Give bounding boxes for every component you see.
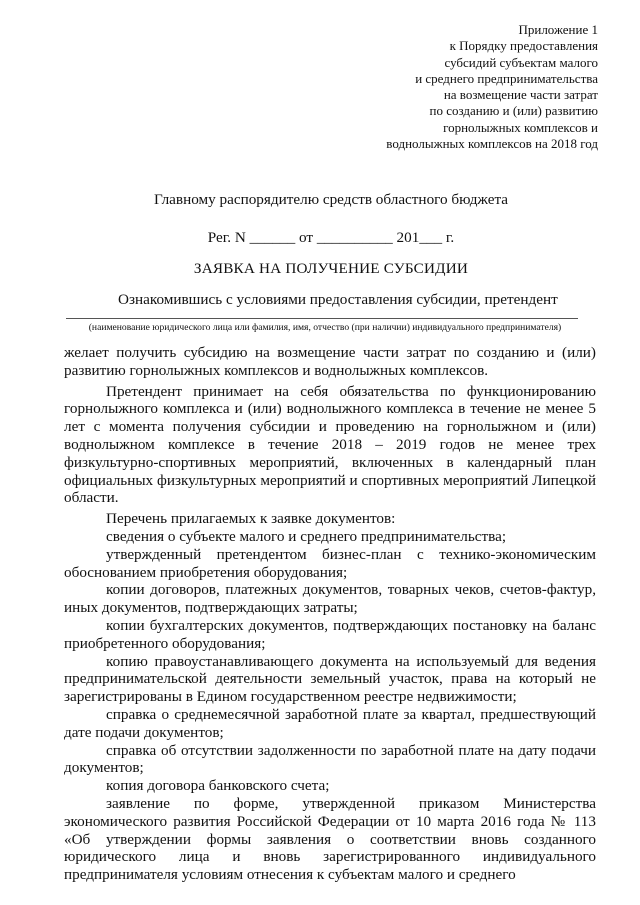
list-item: копии договоров, платежных документов, товарных чеков, счетов-фактур, иных документов, подтверждающих затраты; (64, 581, 596, 617)
annex-line: и среднего предпринимательства (415, 70, 598, 86)
list-item: копии бухгалтерских документов, подтверждающих постановку на баланс приобретенного оборудования; (64, 616, 596, 652)
list-item: копия договора банковского счета; (106, 777, 330, 795)
applicant-name-field (66, 318, 578, 319)
document-title: ЗАЯВКА НА ПОЛУЧЕНИЕ СУБСИДИИ (193, 260, 469, 277)
annex-line: на возмещение части затрат (443, 87, 598, 103)
registration-line: Рег. N ______ от __________ 201___ г. (207, 229, 455, 246)
annex-line: горнолыжных комплексов и (443, 119, 598, 135)
annex-line: к Порядку предоставления (449, 38, 598, 54)
list-item: сведения о субъекте малого и среднего предпринимательства; (106, 527, 507, 545)
annex-line: по созданию и (или) развитию (429, 103, 598, 119)
list-item: утвержденный претендентом бизнес-план с технико-экономическим обоснованием приобретения оборудования; (64, 545, 596, 581)
annex-line: Приложение 1 (518, 22, 598, 37)
list-item: заявление по форме, утвержденной приказом Министерства экономического развития Российской Федерации от 10 марта 2016 года № 113 «Об утверждении формы заявления о соответствии вновь созданного юридического лица и вновь зарегистрированного индивидуального предпринимателя условиям отнесения к субъектам малого и среднего (64, 794, 596, 884)
applicant-name-hint: (наименование юридического лица или фамилия, имя, отчество (при наличии) индивидуального предпринимателя) (88, 322, 562, 333)
body-paragraph: Претендент принимает на себя обязательства по функционированию горнолыжного комплекса и (или) воднолыжного комплекса в течение не менее 5 лет с момента получения субсидии и проведению на горнолыжном и (или) воднолыжном комплексе в течение 2018 – 2019 годов не менее трех физкультурно-спортивных мероприятий, включенных в календарный план официальных физкультурных мероприятий и спортивных мероприятий Липецкой области. (64, 382, 596, 507)
annex-line: субсидий субъектам малого (444, 54, 598, 70)
intro-line: Ознакомившись с условиями предоставления субсидии, претендент (118, 291, 558, 308)
body-paragraph: Перечень прилагаемых к заявке документов: (106, 510, 396, 528)
list-item: справка о среднемесячной заработной плате за квартал, предшествующий дате подачи документов; (64, 705, 596, 741)
document-body (64, 344, 596, 884)
list-item: копию правоустанавливающего документа на используемый для ведения предпринимательской деятельности земельный участок, права на который не зарегистрированы в Едином государственном реестре недвижимости; (64, 652, 596, 706)
annex-line: воднолыжных комплексов на 2018 год (386, 136, 598, 152)
body-paragraph: желает получить субсидию на возмещение части затрат по созданию и (или) развитию горнолыжных комплексов и воднолыжных комплексов. (64, 344, 596, 379)
list-item: справка об отсутствии задолженности по заработной плате на дату подачи документов; (64, 741, 596, 777)
annex-header (278, 22, 598, 152)
addressee-line: Главному распорядителю средств областного бюджета (153, 191, 509, 208)
